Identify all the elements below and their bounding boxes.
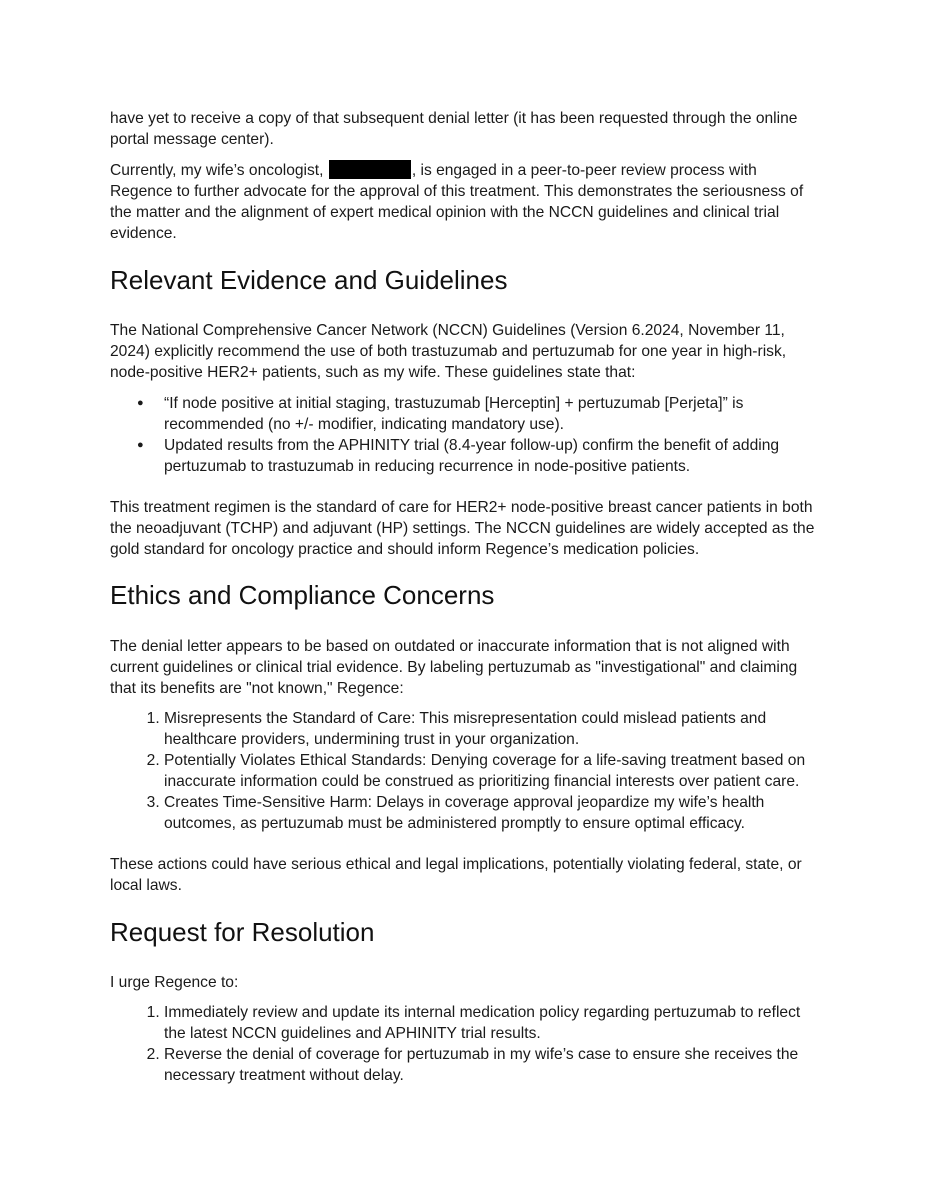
resolution-paragraph-1: I urge Regence to: xyxy=(110,974,239,991)
list-item: 3. Creates Time-Sensitive Harm: Delays in coverage approval jeopardize my wife’s health outcomes, as pertuzumab must be administered promptly to ensure optimal efficacy. xyxy=(164,792,819,834)
intro-paragraph-2 xyxy=(110,160,819,244)
ethics-paragraph-2: These actions could have serious ethical and legal implications, potentially violating federal, state, or local laws. xyxy=(110,856,802,894)
list-item: ● Updated results from the APHINITY trial (8.4-year follow-up) confirm the benefit of adding pertuzumab to trastuzumab in reducing recurrence in node-positive patients. xyxy=(164,435,819,477)
intro-p2-before: Currently, my wife’s oncologist, xyxy=(110,162,328,179)
ethics-numbered-list xyxy=(110,708,819,834)
list-item: 1. Immediately review and update its internal medication policy regarding pertuzumab to reflect the latest NCCN guidelines and APHINITY trial results. xyxy=(164,1002,819,1044)
list-item: 2. Potentially Violates Ethical Standards: Denying coverage for a life-saving treatment based on inaccurate information could be construed as prioritizing financial interests over patient care. xyxy=(164,750,819,792)
list-item: 2. Reverse the denial of coverage for pertuzumab in my wife’s case to ensure she receives the necessary treatment without delay. xyxy=(164,1044,819,1086)
evidence-heading: Relevant Evidence and Guidelines xyxy=(110,265,508,295)
intro-p2-after: , is engaged in a peer-to-peer review process with Regence to further advocate for the approval of this treatment. This demonstrates the seriousness of the matter and the alignment of expert medical opinion with the NCCN guidelines and clinical trial evidence. xyxy=(110,162,804,242)
evidence-paragraph-2: This treatment regimen is the standard of care for HER2+ node-positive breast cancer patients in both the neoadjuvant (TCHP) and adjuvant (HP) settings. The NCCN guidelines are widely accepted as the gold standard for oncology practice and should inform Regence’s medication policies. xyxy=(110,499,815,558)
evidence-bullet-list xyxy=(110,393,819,477)
resolution-numbered-list xyxy=(110,1002,819,1086)
ethics-paragraph-1: The denial letter appears to be based on outdated or inaccurate information that is not aligned with current guidelines or clinical trial evidence. By labeling pertuzumab as "investigational" and claiming that its benefits are "not known," Regence: xyxy=(110,638,798,697)
ethics-heading: Ethics and Compliance Concerns xyxy=(110,580,495,610)
resolution-heading: Request for Resolution xyxy=(110,917,375,947)
list-item: 1. Misrepresents the Standard of Care: This misrepresentation could mislead patients and healthcare providers, undermining trust in your organization. xyxy=(164,708,819,750)
redacted-name xyxy=(329,160,411,179)
evidence-paragraph-1: The National Comprehensive Cancer Network (NCCN) Guidelines (Version 6.2024, November 11, 2024) explicitly recommend the use of both trastuzumab and pertuzumab for one year in high-risk, node-positive HER2+ patients, such as my wife. These guidelines state that: xyxy=(110,322,787,381)
list-item: ● “If node positive at initial staging, trastuzumab [Herceptin] + pertuzumab [Perjeta]” is recommended (no +/- modifier, indicating mandatory use). xyxy=(164,393,819,435)
intro-paragraph-1: have yet to receive a copy of that subsequent denial letter (it has been requested through the online portal message center). xyxy=(110,110,798,148)
